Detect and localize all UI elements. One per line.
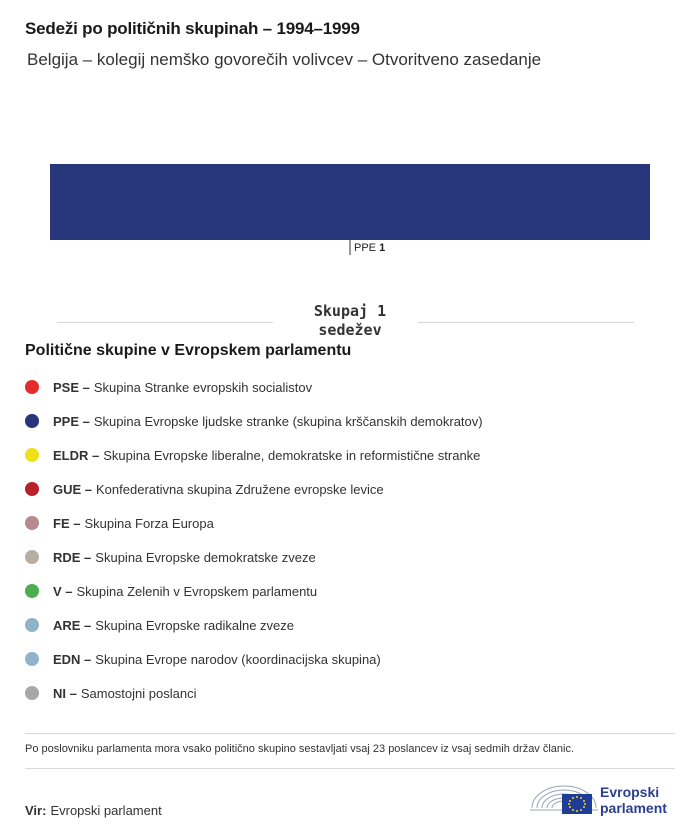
legend-swatch bbox=[25, 380, 39, 394]
legend-swatch bbox=[25, 482, 39, 496]
legend-swatch bbox=[25, 414, 39, 428]
legend-swatch bbox=[25, 686, 39, 700]
footnote: Po poslovniku parlamenta mora vsako politično skupino sestavljati vsaj 23 poslancev iz vsaj sedmih držav članic. bbox=[25, 743, 575, 755]
total-divider-left bbox=[57, 322, 273, 323]
legend-swatch bbox=[25, 652, 39, 666]
legend-title: Politične skupine v Evropskem parlamentu bbox=[25, 342, 352, 359]
legend-item bbox=[25, 438, 483, 472]
legend-label: Konfederativna skupina Združene evropske levice bbox=[96, 481, 384, 497]
legend-abbr: ARE – bbox=[53, 617, 92, 633]
legend-abbr: EDN – bbox=[53, 651, 92, 667]
legend-abbr: NI – bbox=[53, 685, 77, 701]
seat-bar-chart bbox=[0, 150, 700, 270]
total-seats-label bbox=[270, 302, 430, 340]
legend-abbr: PPE – bbox=[53, 413, 90, 429]
logo-line-1: Evropski bbox=[600, 784, 660, 800]
legend-item bbox=[25, 642, 483, 676]
legend-label: Skupina Forza Europa bbox=[84, 515, 214, 531]
legend-item bbox=[25, 676, 483, 710]
logo-wordmark bbox=[600, 784, 667, 816]
legend-swatch bbox=[25, 618, 39, 632]
legend-item bbox=[25, 574, 483, 608]
legend-label: Skupina Evropske ljudske stranke (skupina krščanskih demokratov) bbox=[93, 413, 483, 429]
legend-label: Skupina Zelenih v Evropskem parlamentu bbox=[76, 583, 318, 599]
legend-abbr: GUE – bbox=[53, 481, 93, 497]
footnote-divider-bottom bbox=[25, 768, 675, 769]
legend-abbr: PSE – bbox=[53, 379, 90, 395]
chart-title: Sedeži po političnih skupinah – 1994–1999 bbox=[25, 19, 360, 38]
data-label-value: 1 bbox=[379, 242, 386, 254]
legend bbox=[25, 370, 483, 710]
legend-item bbox=[25, 404, 483, 438]
chart-subtitle: Belgija – kolegij nemško govorečih volivcev – Otvoritveno zasedanje bbox=[27, 50, 542, 69]
legend-item bbox=[25, 472, 483, 506]
footnote-divider-top bbox=[25, 733, 675, 734]
source-value: Evropski parlament bbox=[50, 803, 162, 818]
legend-label: Skupina Evropske demokratske zveze bbox=[95, 549, 316, 565]
source-label: Vir: bbox=[25, 803, 47, 818]
legend-label: Skupina Evrope narodov (koordinacijska skupina) bbox=[95, 651, 381, 667]
legend-item bbox=[25, 540, 483, 574]
bar-segment-ppe bbox=[50, 164, 650, 240]
legend-abbr: FE – bbox=[53, 515, 81, 531]
legend-abbr: ELDR – bbox=[53, 447, 100, 463]
total-divider-right bbox=[418, 322, 634, 323]
legend-swatch bbox=[25, 516, 39, 530]
logo-line-2: parlament bbox=[600, 800, 667, 816]
legend-swatch bbox=[25, 550, 39, 564]
legend-swatch bbox=[25, 584, 39, 598]
legend-label: Skupina Stranke evropskih socialistov bbox=[93, 379, 313, 395]
source-line bbox=[25, 803, 162, 818]
legend-label: Skupina Evropske radikalne zveze bbox=[95, 617, 295, 633]
legend-abbr: RDE – bbox=[53, 549, 92, 565]
data-label-abbr: PPE bbox=[354, 242, 380, 254]
legend-abbr: V – bbox=[53, 583, 73, 599]
legend-item bbox=[25, 506, 483, 540]
data-label bbox=[354, 242, 385, 254]
legend-item bbox=[25, 608, 483, 642]
legend-swatch bbox=[25, 448, 39, 462]
total-seats-text: Skupaj 1 sedežev bbox=[313, 302, 387, 339]
legend-item bbox=[25, 370, 483, 404]
legend-label: Skupina Evropske liberalne, demokratske in reformistične stranke bbox=[103, 447, 481, 463]
legend-label: Samostojni poslanci bbox=[80, 685, 197, 701]
